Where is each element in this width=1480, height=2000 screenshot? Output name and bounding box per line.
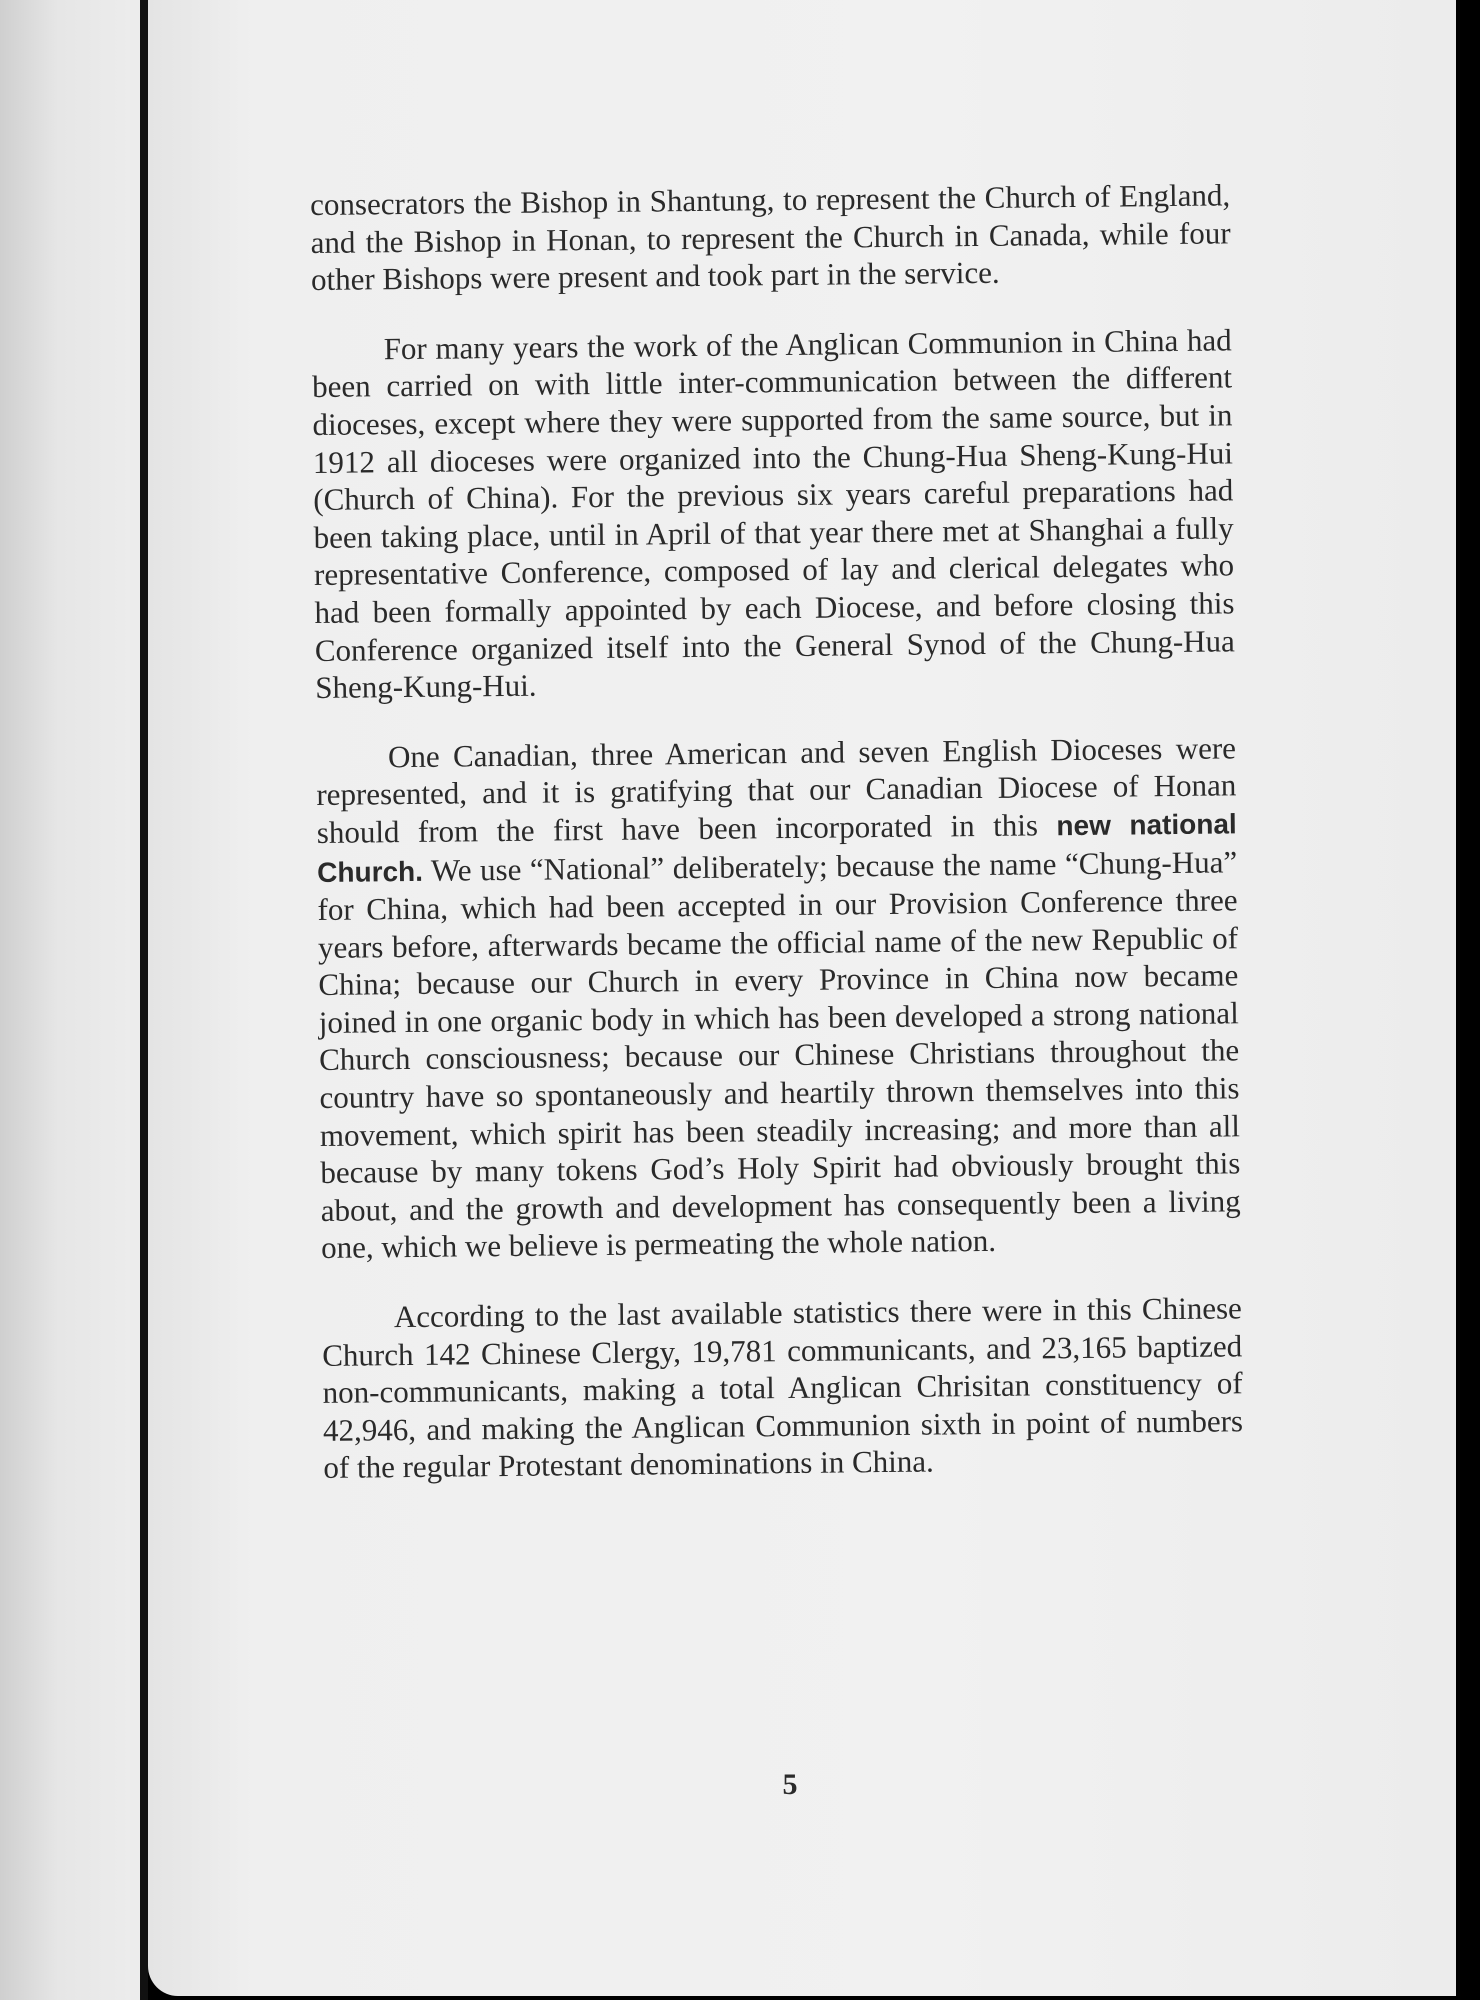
paragraph-national-church-rest: We use “National” deliberately; because the name “Chung-Hua” for China, which had been accepted in our Provision Conference three years before, afterwards became the official name of the new Republic of China; because our Church in every Province in China now became joined in one organic body in which has been developed a strong national Church consciousness; because our Chinese Christians throughout the country have so spontaneously and heartily thrown themselves into this movement, which spirit has been steadily increasing; and more than all because by many tokens God’s Holy Spirit had obviously brought this about, and the growth and development has consequently been a living one, which we believe is permeating the whole nation. [317,843,1241,1266]
page-number: 5 [782,1768,798,1801]
paragraph-general-synod: For many years the work of the Anglican Communion in China had been carried on with little inter-communication between the different dioceses, except where they were supported from the same source, but in 1912 all dioceses were organized into the Chung-Hua Sheng-Kung-Hui (Church of China). For the previous six years careful preparations had been taking place, until in April of that year there met at Shanghai a fully representative Conference, composed of lay and clerical delegates who had been formally appointed by each Diocese, and before closing this Conference organized itself into the General Synod of the Chung-Hua Sheng-Kung-Hui. [311,322,1235,706]
adjacent-page-edge [0,0,145,2000]
binding-spine [140,0,148,2000]
paragraph-statistics: According to the last available statistics there were in this Chinese Church 142 Chinese Clergy, 19,781 communicants, and 23,165 baptized non-communicants, making a total Anglican Chrisitan constituency of 42,946, and making the Anglican Communion sixth in point of numbers of the regular Protestant denominations in China. [322,1290,1244,1486]
paragraph-national-church-lead: One Canadian, three American and seven English Dioceses were represented, and it is gratifying that our Canadian Diocese of Honan should from the first have been incorporated in this [316,730,1237,850]
paragraph-consecration: consecrators the Bishop in Shantung, to represent the Church of England, and the Bishop in Honan, to represent the Church in Canada, while four other Bishops were present and took part in the service. [310,177,1231,298]
paragraph-national-church [316,729,1241,1267]
body-text [310,176,1244,1519]
right-border [1456,0,1480,2000]
emphasis-new-national-church: new national Church. [317,808,1237,888]
